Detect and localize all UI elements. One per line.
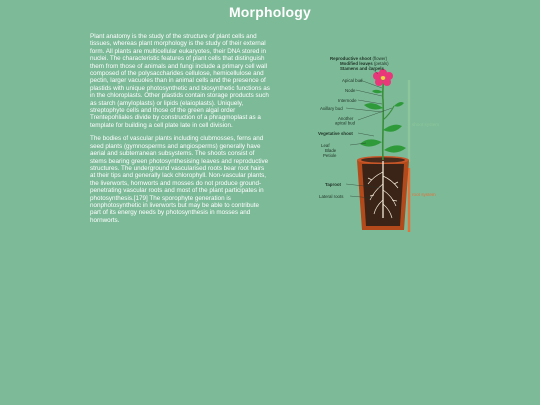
label-internode: Internode bbox=[338, 98, 357, 103]
leaf-shape bbox=[383, 125, 402, 132]
leaf-shape bbox=[360, 139, 382, 146]
leaf-shape bbox=[394, 102, 404, 107]
label-lateral-roots: Lateral roots bbox=[319, 194, 344, 199]
leader-line bbox=[358, 133, 374, 136]
leaf-shape bbox=[384, 145, 406, 152]
label-apical-bud: Apical bud bbox=[342, 78, 363, 83]
label-node: Node bbox=[345, 88, 356, 93]
label-another-apical-bud: Another apical bud bbox=[335, 116, 356, 126]
paragraph-vascular-plants: The bodies of vascular plants including clubmosses, ferns and seed plants (gymnosperms and angiosperms) generally have aerial and subterranean subsystems. The shoots consist of stems bearing green photosynthesising leaves and reproductive structures. The underground vascularised roots bear root hairs at their tips and generally lack chlorophyll. Non-vascular plants, the liverworts, hornworts and mosses do not produce ground-penetrating vascular roots and most of the plant participates in photosynthesis.[179] The sporophyte generation is nonphotosynthetic in liverworts but may be able to contribute part of its energy needs by photosynthesis in mosses and hornworts. bbox=[90, 135, 269, 224]
label-root-system: root system bbox=[412, 192, 436, 197]
label-petiole: Petiole bbox=[323, 153, 337, 158]
plant-morphology-diagram bbox=[312, 50, 452, 235]
branch-line bbox=[383, 106, 394, 120]
label-shoot-system: shoot system bbox=[412, 122, 440, 127]
plant-diagram-svg bbox=[312, 50, 452, 235]
stem-line bbox=[383, 75, 384, 160]
label-vegetative-shoot: Vegetative shoot bbox=[318, 131, 353, 136]
label-stamens-carpels: Stamens and carpels bbox=[340, 66, 384, 71]
label-reproductive-shoot: Reproductive shoot (flower) bbox=[330, 56, 388, 61]
label-leaf: Leaf bbox=[321, 143, 330, 148]
label-blade: Blade bbox=[325, 148, 337, 153]
leaf-shape bbox=[372, 90, 383, 94]
flower-center bbox=[381, 76, 385, 80]
page-title: Morphology bbox=[228, 4, 312, 20]
label-modified-leaves: Modified leaves (petals) bbox=[340, 61, 389, 66]
label-taproot: Taproot bbox=[325, 182, 342, 187]
paragraph-plant-anatomy: Plant anatomy is the study of the structure of plant cells and tissues, whereas plant morphology is the study of their external form. All plants are multicellular eukaryotes, their DNA stored in nuclei. The characteristic features of plant cells that distinguish them from those of animals and fungi include a primary cell wall composed of the polysaccharides cellulose, hemicellulose and pectin, larger vacuoles than in animal cells and the presence of plastids with unique photosynthetic and biosynthetic functions as in the chloroplasts. Other plastids contain storage products such as starch (amyloplasts) or lipids (elaioplasts). Uniquely, streptophyte cells and those of the green algal order Trentepohliales divide by construction of a phragmoplast as a template for building a cell plate late in cell division. bbox=[90, 33, 270, 129]
leaf-shape bbox=[364, 103, 383, 109]
label-axillary-bud: Axillary bud bbox=[320, 106, 343, 111]
article-body bbox=[90, 33, 270, 230]
